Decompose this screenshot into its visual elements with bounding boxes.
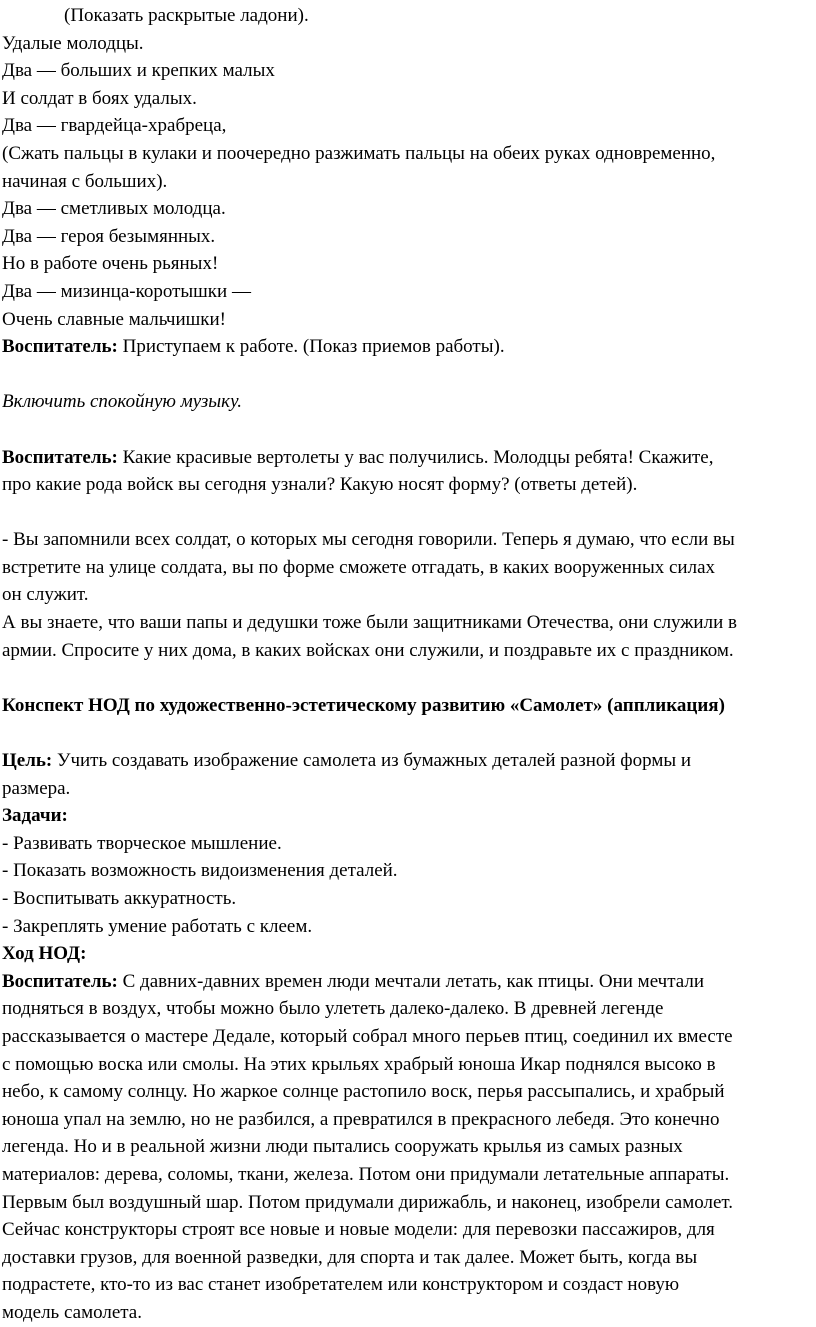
poem-line: (Показать раскрытые ладони). — [64, 5, 309, 26]
poem-line: Два — больших и крепких малых — [2, 60, 275, 82]
poem-line: И солдат в боях удалых. — [2, 87, 197, 109]
blank-line — [2, 664, 816, 692]
paragraph-line: материалов: дерева, соломы, ткани, железа. Потом они придумали летательные аппараты. — [2, 1163, 730, 1185]
section-heading — [2, 692, 816, 720]
blank-line — [2, 719, 816, 747]
paragraph-text: Приступаем к работе. (Показ приемов работы). — [117, 336, 505, 358]
poem-line: Два — гвардейца-храбреца, — [2, 115, 227, 137]
paragraph — [2, 968, 816, 996]
speaker-label: Воспитатель: — [2, 446, 118, 468]
course-heading — [2, 940, 816, 968]
list-item: - Развивать творческое мышление. — [2, 832, 282, 854]
list-item: - Закреплять умение работать с клеем. — [2, 915, 313, 937]
poem-line: начиная с больших). — [2, 170, 168, 192]
paragraph-line: юноша упал на землю, но не разбился, а превратился в прекрасного лебедя. Это конечно — [2, 1108, 720, 1130]
paragraph-line: Первым был воздушный шар. Потом придумали дирижабль, и наконец, изобрели самолет. — [2, 1191, 734, 1213]
paragraph-line: - Вы запомнили всех солдат, о которых мы сегодня говорили. Теперь я думаю, что если вы — [2, 529, 735, 551]
paragraph-line: модель самолета. — [2, 1301, 142, 1323]
paragraph-line: Сейчас конструкторы строят все новые и новые модели: для перевозки пассажиров, для — [2, 1219, 715, 1241]
goal-paragraph — [2, 747, 816, 775]
poem-line: Два — мизинца-коротышки — — [2, 280, 251, 302]
paragraph-line: небо, к самому солнцу. Но жаркое солнце растопило воск, перья рассыпались, и храбрый — [2, 1081, 725, 1103]
stage-direction: Включить спокойную музыку. — [2, 391, 243, 413]
paragraph-line: про какие рода войск вы сегодня узнали? Какую носят форму? (ответы детей). — [2, 474, 638, 496]
paragraph-line: легенда. Но и в реальной жизни люди пытались сооружать крылья из самых разных — [2, 1136, 683, 1158]
paragraph-text: Какие красивые вертолеты у вас получились. Молодцы ребята! Скажите, — [117, 446, 714, 468]
paragraph-line: рассказывается о мастере Дедале, который собрал много перьев птиц, соединил их вместе — [2, 1025, 733, 1047]
paragraph-line: доставки грузов, для военной разведки, для спорта и так далее. Может быть, когда вы — [2, 1246, 698, 1268]
paragraph-line: с помощью воска или смолы. На этих крыльях храбрый юноша Икар поднялся высоко в — [2, 1053, 716, 1075]
paragraph — [2, 333, 816, 361]
paragraph-line: армии. Спросите у них дома, в каких войсках они служили, и поздравьте их с праздником. — [2, 639, 734, 661]
speaker-label: Воспитатель: — [2, 970, 118, 992]
paragraph-text: С давних-давних времен люди мечтали летать, как птицы. Они мечтали — [117, 970, 705, 992]
poem-line: Удалые молодцы. — [2, 32, 144, 54]
list-item: - Показать возможность видоизменения деталей. — [2, 860, 398, 882]
goal-text: Учить создавать изображение самолета из бумажных деталей разной формы и — [52, 750, 692, 772]
poem-line: (Сжать пальцы в кулаки и поочередно разжимать пальцы на обеих руках одновременно, — [2, 142, 716, 164]
paragraph-line: подняться в воздух, чтобы можно было улететь далеко-далеко. В древней легенде — [2, 998, 664, 1020]
tasks-label: Задачи: — [2, 805, 68, 827]
poem-line: Два — героя безымянных. — [2, 225, 216, 247]
poem-line: Но в работе очень рьяных! — [2, 253, 219, 275]
paragraph-line: подрастете, кто-то из вас станет изобретателем или конструктором и создаст новую — [2, 1274, 680, 1296]
paragraph — [2, 444, 816, 472]
speaker-label: Воспитатель: — [2, 336, 118, 358]
list-item: - Воспитывать аккуратность. — [2, 888, 237, 909]
goal-label: Цель: — [2, 750, 53, 772]
blank-line — [2, 499, 816, 527]
paragraph-line: он служит. — [2, 584, 89, 606]
goal-text-line: размера. — [2, 777, 71, 799]
course-label: Ход НОД: — [2, 943, 87, 965]
paragraph-line: встретите на улице солдата, вы по форме сможете отгадать, в каких вооруженных силах — [2, 556, 716, 578]
section-heading-text: Конспект НОД по художественно-эстетическому развитию «Самолет» (аппликация) — [2, 694, 725, 716]
tasks-heading — [2, 802, 816, 830]
blank-line — [2, 416, 816, 444]
paragraph-line: А вы знаете, что ваши папы и дедушки тоже были защитниками Отечества, они служили в — [2, 612, 737, 634]
poem-line: Очень славные мальчишки! — [2, 308, 227, 330]
blank-line — [2, 361, 816, 389]
poem-line: Два — сметливых молодца. — [2, 198, 226, 220]
